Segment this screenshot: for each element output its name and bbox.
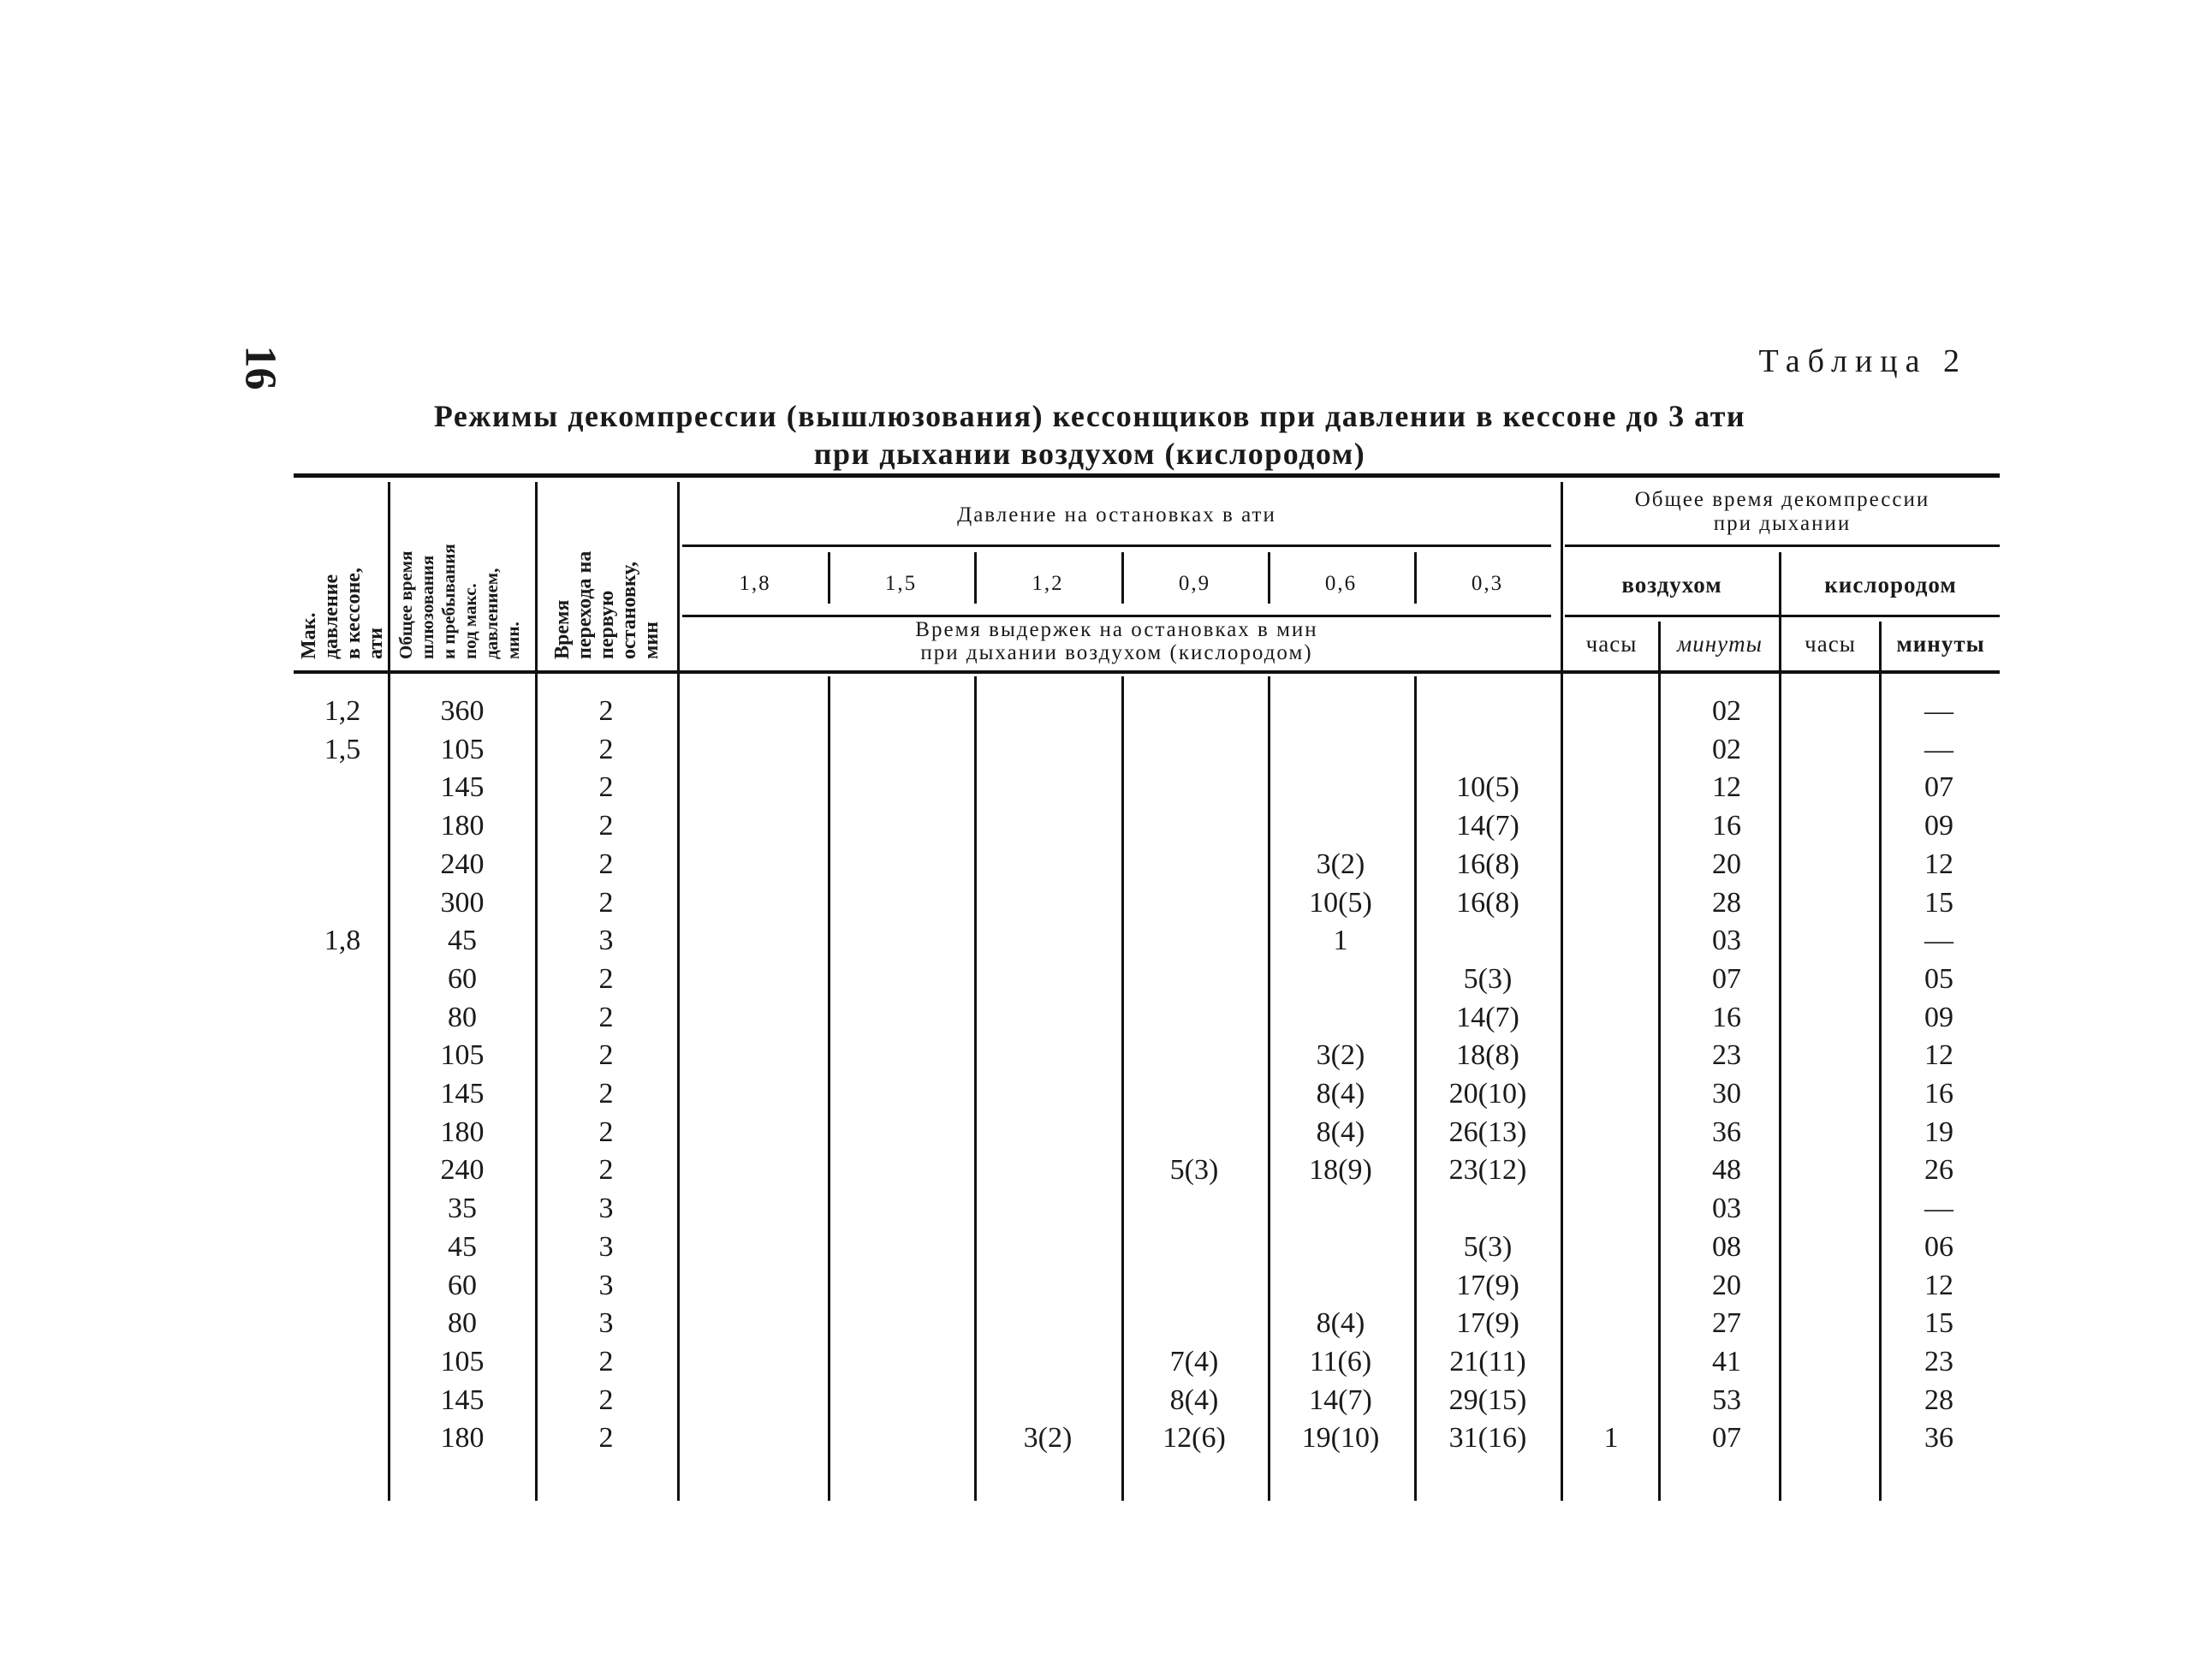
cell-s12: 3(2) (1023, 1422, 1073, 1454)
header-total-group: Общее время декомпрессии при дыхании (1634, 488, 1930, 535)
cell-tr: 3 (598, 925, 614, 956)
cell-s03: 10(5) (1456, 771, 1519, 803)
cell-t: 105 (440, 734, 485, 765)
cell-o: 12 (1924, 848, 1953, 880)
cell-s03: 26(13) (1448, 1116, 1527, 1148)
cell-o: 23 (1924, 1346, 1953, 1377)
table-top-rule (294, 473, 2000, 478)
cell-o: — (1924, 734, 1953, 765)
cell-o: — (1924, 925, 1953, 956)
cell-o: 19 (1924, 1116, 1953, 1148)
cell-o: 12 (1924, 1270, 1953, 1301)
cell-s06: 3(2) (1316, 848, 1365, 880)
header-pressure-1-5: 1,5 (884, 572, 918, 595)
cell-s09: 7(4) (1169, 1346, 1219, 1377)
header-oxygen: кислородом (1824, 572, 1957, 598)
cell-s03: 17(9) (1456, 1270, 1519, 1301)
cell-t: 105 (440, 1039, 485, 1071)
col-divider-10 (1658, 622, 1661, 1501)
cell-m: 16 (1712, 810, 1741, 842)
cell-m: 16 (1712, 1002, 1741, 1033)
cell-o: 16 (1924, 1078, 1953, 1110)
cell-s09: 8(4) (1169, 1384, 1219, 1416)
cell-s03: 5(3) (1463, 963, 1513, 995)
cell-t: 60 (448, 963, 477, 995)
col-divider-5b (974, 676, 977, 1501)
cell-s03: 14(7) (1456, 810, 1519, 842)
cell-o: 07 (1924, 771, 1953, 803)
cell-m: 41 (1712, 1346, 1741, 1377)
header-air-minutes: минуты (1677, 631, 1763, 657)
header-transition-time: Время перехода на первую остановку, мин (551, 550, 663, 659)
cell-tr: 2 (598, 1078, 614, 1110)
cell-s06: 10(5) (1309, 887, 1372, 919)
cell-s03: 16(8) (1456, 848, 1519, 880)
cell-m: 03 (1712, 1193, 1741, 1224)
header-oxygen-minutes: минуты (1896, 631, 1985, 657)
cell-s03: 17(9) (1456, 1307, 1519, 1339)
table-title (294, 397, 1886, 473)
header-pressure-group: Давление на остановках в ати (957, 503, 1276, 527)
cell-t: 300 (440, 887, 485, 919)
cell-s03: 20(10) (1448, 1078, 1527, 1110)
pressure-group-rule (682, 544, 1551, 547)
cell-tr: 2 (598, 887, 614, 919)
header-air-hours: часы (1585, 631, 1638, 657)
cell-s09: 12(6) (1162, 1422, 1226, 1454)
header-air: воздухом (1621, 572, 1722, 598)
cell-tr: 2 (598, 1346, 614, 1377)
cell-s03: 21(11) (1449, 1346, 1526, 1377)
cell-tr: 3 (598, 1270, 614, 1301)
col-divider-6b (1121, 676, 1124, 1501)
col-divider-4b (828, 676, 830, 1501)
cell-o: 15 (1924, 887, 1953, 919)
header-hold-times: Время выдержек на остановках в мин при дыхании воздухом (кислородом) (915, 618, 1318, 664)
pressure-values-rule (682, 615, 1551, 617)
cell-o: 12 (1924, 1039, 1953, 1071)
cell-s06: 8(4) (1316, 1078, 1365, 1110)
cell-m: 12 (1712, 771, 1741, 803)
cell-m: 53 (1712, 1384, 1741, 1416)
page-number: 16 (235, 345, 285, 390)
col-divider-2 (535, 482, 538, 1501)
cell-s09: 5(3) (1169, 1154, 1219, 1186)
cell-p: 1,2 (324, 695, 361, 727)
cell-tr: 2 (598, 695, 614, 727)
cell-tr: 2 (598, 1384, 614, 1416)
cell-o: 09 (1924, 1002, 1953, 1033)
cell-m: 02 (1712, 734, 1741, 765)
cell-tr: 2 (598, 1039, 614, 1071)
cell-t: 45 (448, 1231, 477, 1263)
cell-t: 180 (440, 810, 485, 842)
cell-h: 1 (1603, 1422, 1619, 1454)
cell-o: — (1924, 695, 1953, 727)
header-bottom-rule (294, 670, 2000, 674)
table-label: Таблица 2 (1758, 343, 1967, 379)
cell-tr: 2 (598, 1116, 614, 1148)
cell-o: 36 (1924, 1422, 1953, 1454)
cell-m: 27 (1712, 1307, 1741, 1339)
cell-s03: 31(16) (1448, 1422, 1527, 1454)
cell-m: 02 (1712, 695, 1741, 727)
cell-o: 09 (1924, 810, 1953, 842)
cell-tr: 2 (598, 1422, 614, 1454)
cell-t: 105 (440, 1346, 485, 1377)
cell-tr: 3 (598, 1193, 614, 1224)
cell-s06: 18(9) (1309, 1154, 1372, 1186)
cell-m: 30 (1712, 1078, 1741, 1110)
cell-tr: 2 (598, 848, 614, 880)
cell-tr: 3 (598, 1307, 614, 1339)
cell-t: 360 (440, 695, 485, 727)
header-oxygen-hours: часы (1805, 631, 1856, 657)
cell-s03: 5(3) (1463, 1231, 1513, 1263)
cell-t: 145 (440, 1078, 485, 1110)
cell-tr: 2 (598, 963, 614, 995)
cell-m: 36 (1712, 1116, 1741, 1148)
cell-s06: 3(2) (1316, 1039, 1365, 1071)
cell-tr: 2 (598, 1002, 614, 1033)
cell-s06: 19(10) (1301, 1422, 1380, 1454)
cell-s06: 8(4) (1316, 1116, 1365, 1148)
cell-o: 28 (1924, 1384, 1953, 1416)
cell-t: 45 (448, 925, 477, 956)
title-line-2: при дыхании воздухом (кислородом) (813, 437, 1366, 471)
cell-o: 26 (1924, 1154, 1953, 1186)
col-divider-9 (1561, 482, 1563, 1501)
cell-tr: 2 (598, 734, 614, 765)
cell-m: 20 (1712, 1270, 1741, 1301)
cell-s06: 1 (1333, 925, 1348, 956)
cell-t: 80 (448, 1307, 477, 1339)
cell-s06: 8(4) (1316, 1307, 1365, 1339)
cell-m: 07 (1712, 1422, 1741, 1454)
cell-tr: 2 (598, 810, 614, 842)
cell-m: 48 (1712, 1154, 1741, 1186)
cell-m: 03 (1712, 925, 1741, 956)
header-pressure-1-8: 1,8 (739, 572, 771, 595)
cell-s03: 14(7) (1456, 1002, 1519, 1033)
cell-t: 180 (440, 1116, 485, 1148)
col-divider-12 (1879, 622, 1882, 1501)
cell-o: 06 (1924, 1231, 1953, 1263)
cell-tr: 2 (598, 771, 614, 803)
cell-m: 20 (1712, 848, 1741, 880)
col-divider-7b (1268, 676, 1270, 1501)
cell-s06: 11(6) (1309, 1346, 1372, 1377)
cell-t: 180 (440, 1422, 485, 1454)
cell-t: 35 (448, 1193, 477, 1224)
col-divider-8b (1414, 676, 1417, 1501)
cell-m: 07 (1712, 963, 1741, 995)
header-pressure-0-6: 0,6 (1324, 572, 1358, 595)
cell-s06: 14(7) (1309, 1384, 1372, 1416)
cell-tr: 3 (598, 1231, 614, 1263)
col-divider-1 (388, 482, 390, 1501)
cell-t: 80 (448, 1002, 477, 1033)
cell-p: 1,8 (324, 925, 361, 956)
header-total-time: Общее время шлюзования и пребывания под макс. давлением, мин. (395, 544, 523, 659)
cell-t: 240 (440, 1154, 485, 1186)
cell-s03: 16(8) (1456, 887, 1519, 919)
header-pressure-0-3: 0,3 (1471, 572, 1504, 595)
cell-m: 28 (1712, 887, 1741, 919)
header-max-pressure: Мак. давление в кессоне, ати (298, 568, 387, 659)
cell-t: 145 (440, 771, 485, 803)
cell-s03: 29(15) (1448, 1384, 1527, 1416)
cell-s03: 18(8) (1456, 1039, 1519, 1071)
header-pressure-1-2: 1,2 (1032, 572, 1064, 595)
cell-t: 240 (440, 848, 485, 880)
cell-tr: 2 (598, 1154, 614, 1186)
cell-o: 05 (1924, 963, 1953, 995)
cell-s03: 23(12) (1448, 1154, 1527, 1186)
cell-m: 23 (1712, 1039, 1741, 1071)
header-pressure-0-9: 0,9 (1178, 572, 1211, 595)
total-sub-rule (1565, 615, 2000, 617)
total-group-rule (1565, 544, 2000, 547)
col-divider-11 (1779, 552, 1781, 1501)
cell-o: — (1924, 1193, 1953, 1224)
col-divider-3 (677, 482, 680, 1501)
cell-t: 145 (440, 1384, 485, 1416)
cell-o: 15 (1924, 1307, 1953, 1339)
cell-m: 08 (1712, 1231, 1741, 1263)
title-line-1: Режимы декомпрессии (вышлюзования) кессонщиков при давлении в кессоне до 3 ати (433, 399, 1746, 433)
cell-p: 1,5 (324, 734, 361, 765)
cell-t: 60 (448, 1270, 477, 1301)
